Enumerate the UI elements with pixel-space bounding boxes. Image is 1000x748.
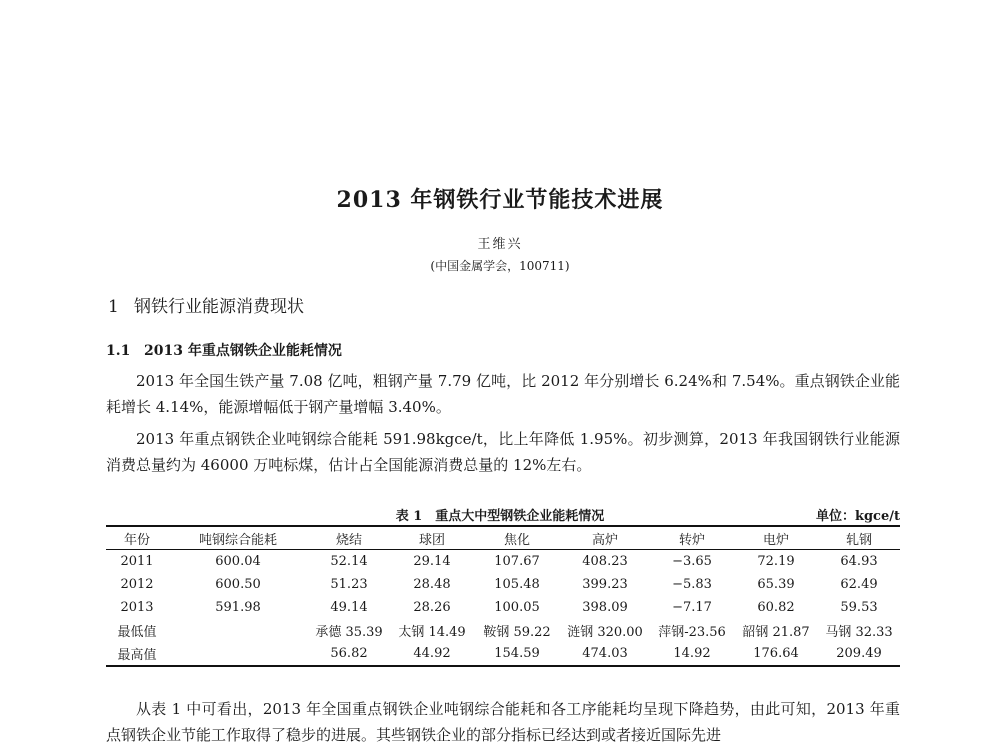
table bbox=[106, 525, 900, 667]
subsection-heading-1-1 bbox=[106, 340, 342, 360]
table-cell: 65.39 bbox=[757, 577, 795, 592]
table-cell: 2011 bbox=[120, 554, 154, 569]
table-cell: −3.65 bbox=[672, 554, 712, 569]
table-header-row bbox=[106, 526, 900, 550]
column-header: 轧钢 bbox=[845, 532, 872, 548]
table-cell: 398.09 bbox=[582, 600, 628, 615]
table-cell: 62.49 bbox=[840, 577, 878, 592]
table-cell: 72.19 bbox=[757, 554, 795, 569]
paragraph: 2013 年全国生铁产量 7.08 亿吨，粗钢产量 7.79 亿吨，比 2012 年分别增长 6.24%和 7.54%。重点钢铁企业能耗增长 4.14%，能源增幅低于钢产量增幅 3.40%。 bbox=[106, 372, 900, 416]
table-cell: 萍钢-23.56 bbox=[658, 625, 726, 640]
table-cell: 马钢 32.33 bbox=[825, 625, 893, 640]
paragraph: 2013 年重点钢铁企业吨钢综合能耗 591.98kgce/t，比上年降低 1.95%。初步测算，2013 年我国钢铁行业能源消费总量约为 46000 万吨标煤，估计占全国能源消费总量的 12%左右。 bbox=[106, 430, 900, 474]
table-cell: 最高值 bbox=[117, 648, 157, 663]
table-cell: 474.03 bbox=[582, 646, 628, 661]
table-cell: 2012 bbox=[120, 577, 154, 592]
table-cell: 51.23 bbox=[330, 577, 368, 592]
table-cell: 28.26 bbox=[413, 600, 451, 615]
paper-title: 2013 年钢铁行业节能技术进展 bbox=[336, 187, 664, 213]
table-cell: 154.59 bbox=[494, 646, 540, 661]
table-cell bbox=[168, 619, 308, 642]
column-header: 焦化 bbox=[503, 532, 530, 548]
table-unit: 单位：kgce/t bbox=[815, 509, 900, 524]
table-cell: 49.14 bbox=[330, 600, 368, 615]
table-cell: 105.48 bbox=[494, 577, 540, 592]
paragraph: 从表 1 中可看出，2013 年全国重点钢铁企业吨钢综合能耗和各工序能耗均呈现下降趋势，由此可知，2013 年重点钢铁企业节能工作取得了稳步的进展。其些钢铁企业的部分指标已经达到或者接近国际先进 bbox=[106, 700, 900, 744]
section-title: 钢铁行业能源消费现状 bbox=[134, 297, 304, 317]
table-cell: 太钢 14.49 bbox=[398, 625, 466, 640]
table-cell bbox=[168, 642, 308, 666]
table-cell: 399.23 bbox=[582, 577, 628, 592]
column-header: 烧结 bbox=[335, 532, 362, 548]
table-cell: 107.67 bbox=[494, 554, 540, 569]
table-cell: 408.23 bbox=[582, 554, 628, 569]
table-row bbox=[106, 619, 900, 642]
table-cell: 591.98 bbox=[215, 600, 261, 615]
table-cell: 涟钢 320.00 bbox=[567, 625, 643, 640]
column-header: 电炉 bbox=[762, 532, 789, 548]
table-row bbox=[106, 573, 900, 596]
section-heading-1 bbox=[108, 292, 304, 317]
column-header: 转炉 bbox=[678, 532, 705, 548]
table-cell: 64.93 bbox=[840, 554, 878, 569]
table-cell: 56.82 bbox=[330, 646, 368, 661]
table-cell: 59.53 bbox=[840, 600, 878, 615]
energy-consumption-table bbox=[106, 525, 900, 667]
subsection-number: 1.1 bbox=[106, 343, 131, 359]
table-cell: 最低值 bbox=[117, 625, 157, 640]
table-cell: 14.92 bbox=[673, 646, 711, 661]
column-header: 年份 bbox=[123, 532, 150, 548]
table-cell: 28.48 bbox=[413, 577, 451, 592]
table-cell: 2013 bbox=[120, 600, 154, 615]
table-cell: 承德 35.39 bbox=[315, 625, 383, 640]
table-cell: 鞍钢 59.22 bbox=[483, 625, 551, 640]
table-cell: −7.17 bbox=[672, 600, 712, 615]
table-cell: 52.14 bbox=[330, 554, 368, 569]
table-cell: 100.05 bbox=[494, 600, 540, 615]
table-row bbox=[106, 642, 900, 666]
table-cell: 44.92 bbox=[413, 646, 451, 661]
table-row bbox=[106, 550, 900, 574]
table-cell: 韶钢 21.87 bbox=[742, 625, 810, 640]
author-affiliation: (中国金属学会，100711) bbox=[430, 259, 570, 273]
table-row bbox=[106, 596, 900, 619]
table-cell: 600.50 bbox=[215, 577, 261, 592]
column-header: 高炉 bbox=[591, 532, 618, 548]
table-cell: 29.14 bbox=[413, 554, 451, 569]
table-caption: 表 1 重点大中型钢铁企业能耗情况 bbox=[395, 509, 605, 524]
section-number: 1 bbox=[108, 297, 119, 317]
table-cell: −5.83 bbox=[672, 577, 712, 592]
table-cell: 60.82 bbox=[757, 600, 795, 615]
table-cell: 600.04 bbox=[215, 554, 261, 569]
subsection-title: 2013 年重点钢铁企业能耗情况 bbox=[144, 343, 342, 359]
table-cell: 176.64 bbox=[753, 646, 799, 661]
column-header: 球团 bbox=[418, 532, 445, 548]
table-cell: 209.49 bbox=[836, 646, 882, 661]
author-name: 王维兴 bbox=[477, 237, 523, 252]
column-header: 吨钢综合能耗 bbox=[198, 532, 277, 548]
